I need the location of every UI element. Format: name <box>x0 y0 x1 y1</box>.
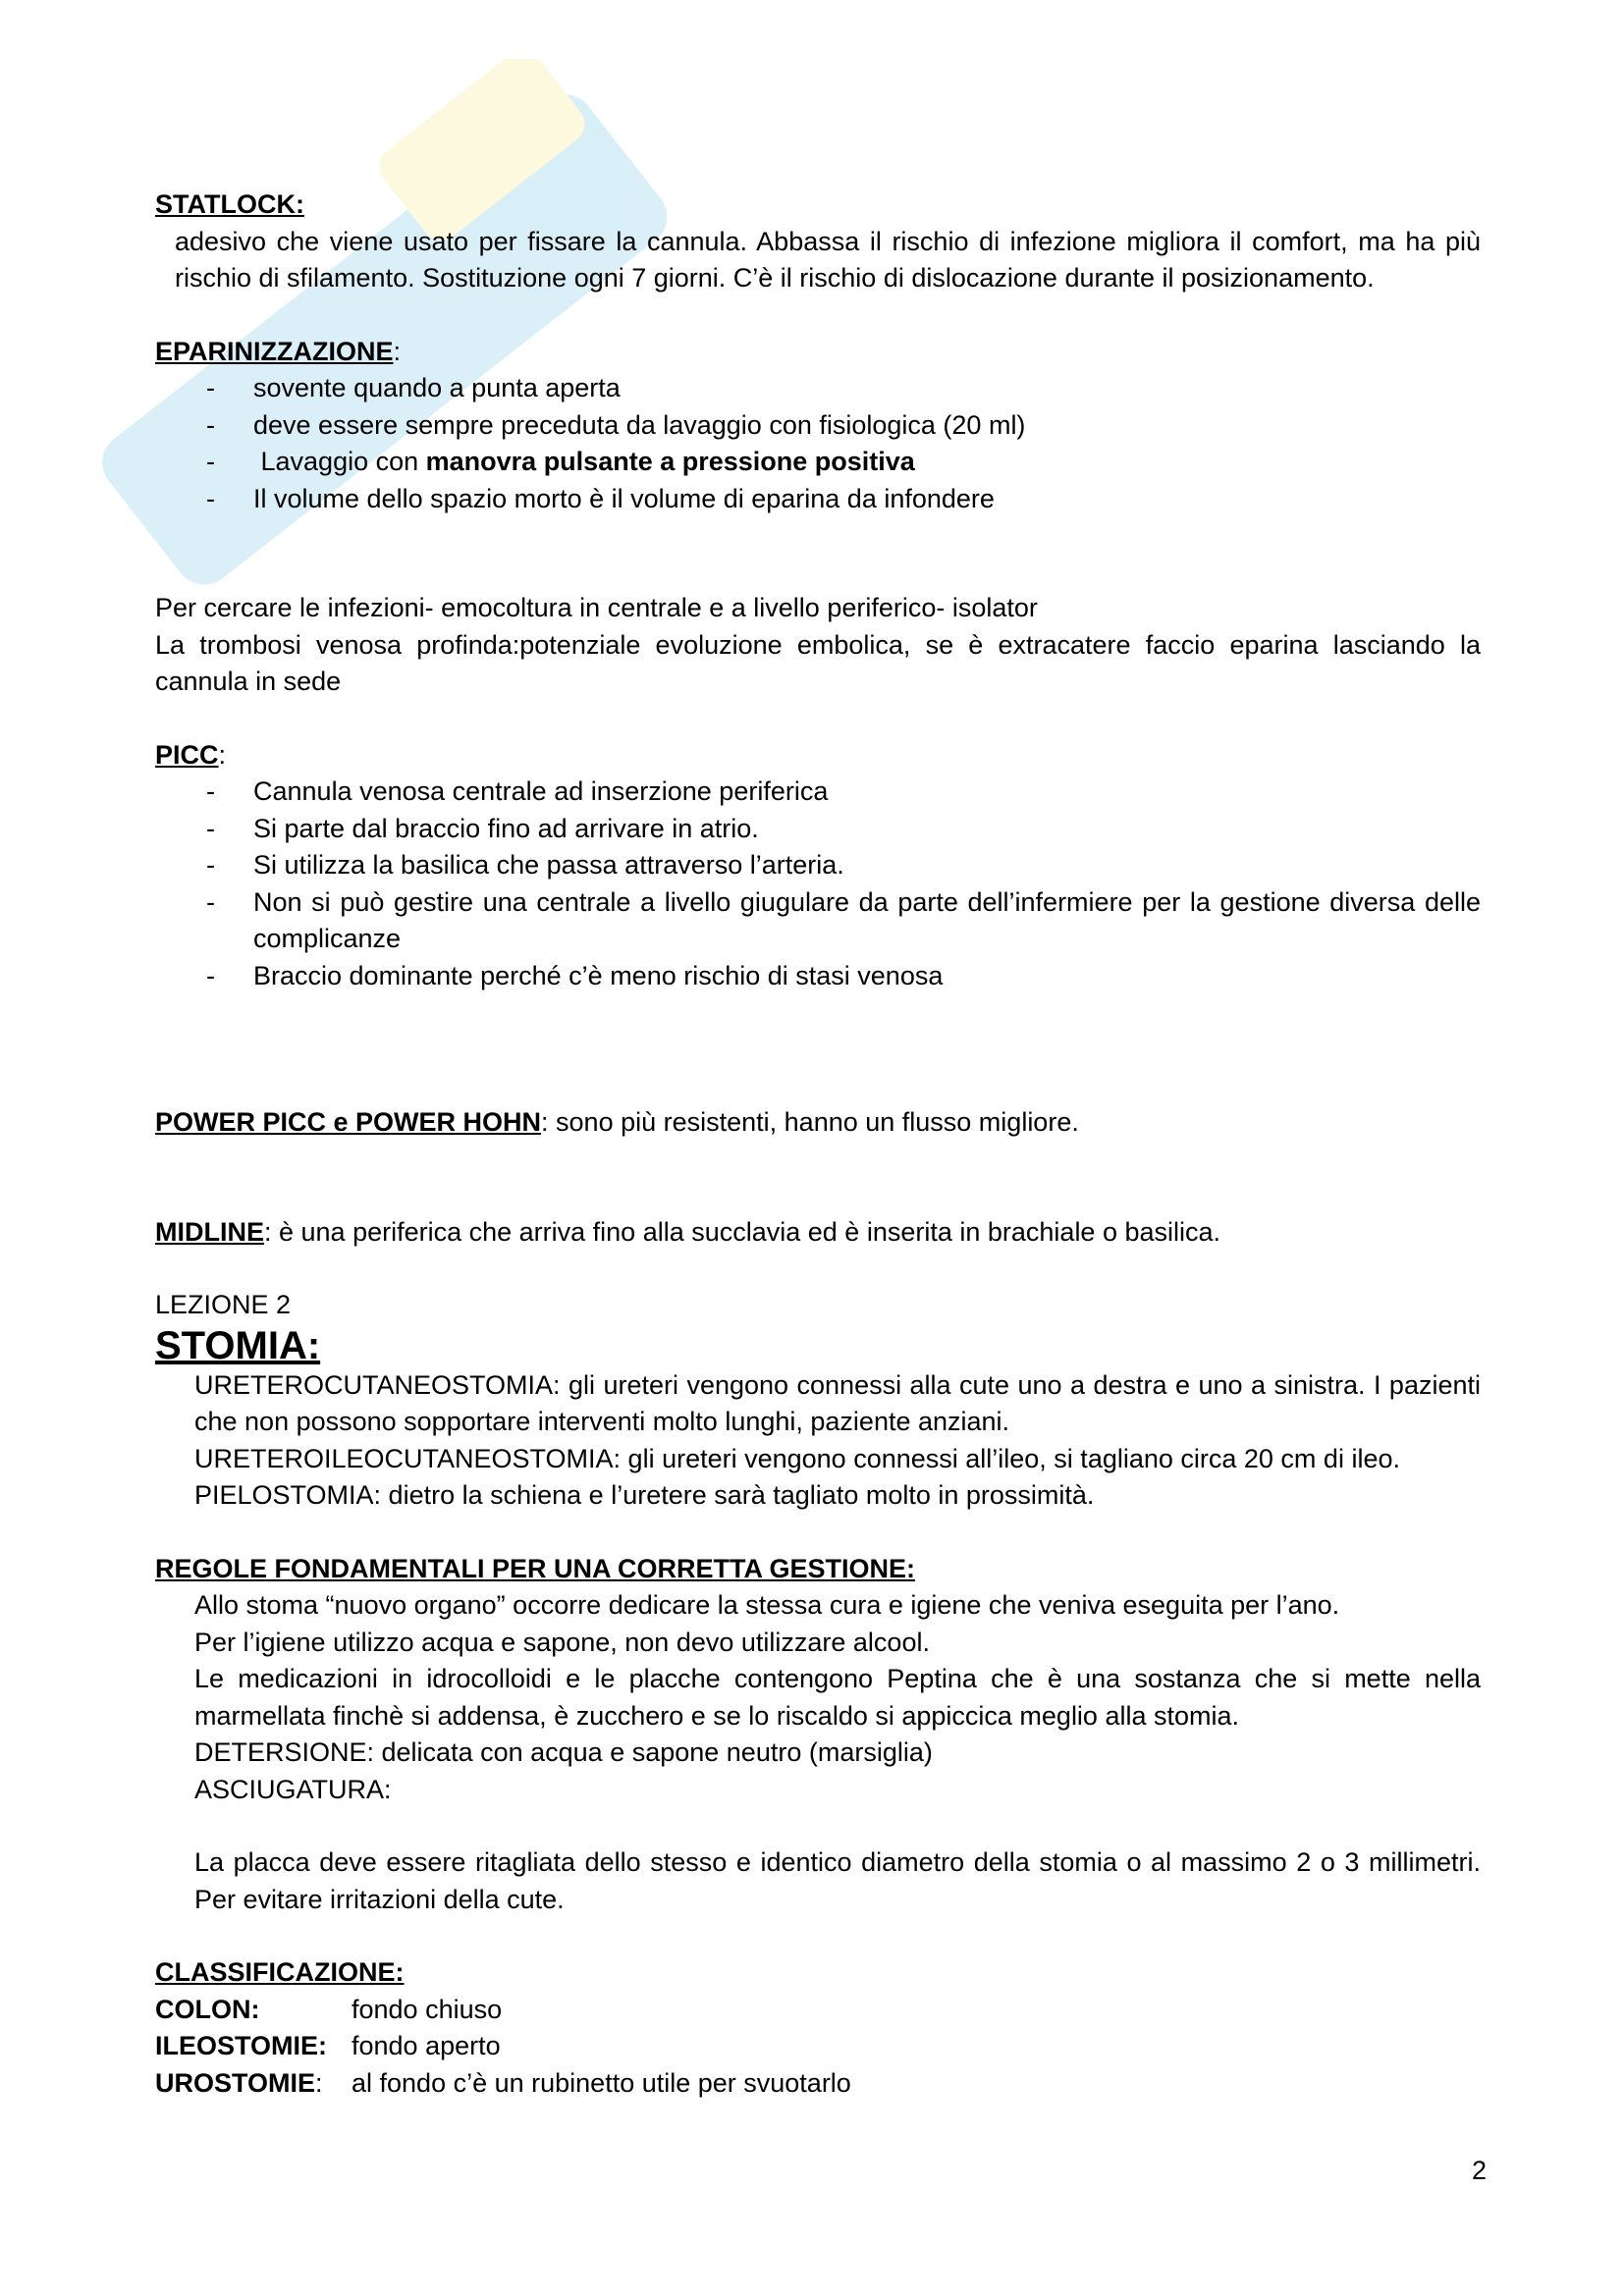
list-item: - deve essere sempre preceduta da lavaggio con fisiologica (20 ml) <box>206 409 1026 440</box>
regole-paragraph: DETERSIONE: delicata con acqua e sapone neutro (marsiglia) <box>194 1737 933 1767</box>
midline-line: MIDLINE: è una periferica che arriva fino alla succlavia ed è inserita in brachiale o basilica. <box>155 1216 1221 1247</box>
regole-paragraph: Per l’igiene utilizzo acqua e sapone, non devo utilizzare alcool. <box>194 1627 930 1657</box>
stomia-heading: STOMIA: <box>155 1323 321 1367</box>
regole-paragraph: ASCIUGATURA: <box>194 1774 392 1804</box>
picc-list <box>155 774 1481 994</box>
statlock-text: adesivo che viene usato per fissare la cannula. Abbassa il rischio di infezione migliora il comfort, ma ha più rischio di sfilamento. Sostituzione ogni 7 giorni. C’è il rischio di dislocazione durante il posizionamento. <box>175 226 1481 293</box>
list-item: - Cannula venosa centrale ad inserzione periferica <box>206 776 829 806</box>
infezioni-line: Per cercare le infezioni- emocoltura in centrale e a livello periferico- isolator <box>155 593 1038 622</box>
stomia-paragraph: URETEROCUTANEOSTOMIA: gli ureteri vengono connessi alla cute uno a destra e uno a sinistra. I pazienti che non possono sopportare interventi molto lunghi, paziente anziani. <box>194 1369 1481 1436</box>
classificazione-row: COLON: fondo chiuso <box>155 1994 503 2024</box>
list-item: - Lavaggio con manovra pulsante a pressione positiva <box>206 447 915 476</box>
stomia-paragraph: PIELOSTOMIA: dietro la schiena e l’uretere sarà tagliato molto in prossimità. <box>194 1480 1095 1510</box>
list-item: - Il volume dello spazio morto è il volume di eparina da infondere <box>206 483 995 513</box>
list-item: - Si parte dal braccio fino ad arrivare in atrio. <box>206 813 759 843</box>
classificazione-row: UROSTOMIE: al fondo c’è un rubinetto utile per svuotarlo <box>155 2067 851 2098</box>
trombosi-line: La trombosi venosa profinda:potenziale evoluzione embolica, se è extracatere faccio eparina lasciando la cannula in sede <box>155 629 1481 696</box>
lezione-label: LEZIONE 2 <box>155 1290 292 1319</box>
picc-heading: PICC: <box>155 739 227 770</box>
page-number: 2 <box>1471 2156 1487 2185</box>
document-page <box>155 187 1481 2102</box>
regole-paragraph: Allo stoma “nuovo organo” occorre dedicare la stessa cura e igiene che veniva eseguita per l’ano. <box>194 1590 1340 1620</box>
list-item: - Si utilizza la basilica che passa attraverso l’arteria. <box>206 850 844 880</box>
statlock-heading: STATLOCK: <box>155 189 304 219</box>
power-picc-line: POWER PICC e POWER HOHN: sono più resistenti, hanno un flusso migliore. <box>155 1107 1079 1137</box>
eparinizzazione-list <box>155 370 1481 517</box>
regole-paragraph: Le medicazioni in idrocolloidi e le placche contengono Peptina che è una sostanza che si mette nella marmellata finchè si addensa, è zucchero e se lo riscaldo si appiccica meglio alla stomia. <box>194 1664 1481 1731</box>
list-item: - sovente quando a punta aperta <box>206 373 621 402</box>
placca-paragraph: La placca deve essere ritagliata dello stesso e identico diametro della stomia o al massimo 2 o 3 millimetri. Per evitare irritazioni della cute. <box>194 1847 1481 1914</box>
regole-heading: REGOLE FONDAMENTALI PER UNA CORRETTA GESTIONE: <box>155 1553 915 1583</box>
classificazione-row: ILEOSTOMIE: fondo aperto <box>155 2031 501 2060</box>
classificazione-heading: CLASSIFICAZIONE: <box>155 1957 405 1987</box>
stomia-paragraph: URETEROILEOCUTANEOSTOMIA: gli ureteri vengono connessi all’ileo, si tagliano circa 20 cm di ileo. <box>194 1443 1400 1473</box>
eparinizzazione-heading: EPARINIZZAZIONE: <box>155 336 402 366</box>
list-item: - Braccio dominante perché c’è meno rischio di stasi venosa <box>206 960 944 990</box>
list-item: - Non si può gestire una centrale a livello giugulare da parte dell’infermiere per la gestione diversa delle complicanze <box>206 886 1481 953</box>
